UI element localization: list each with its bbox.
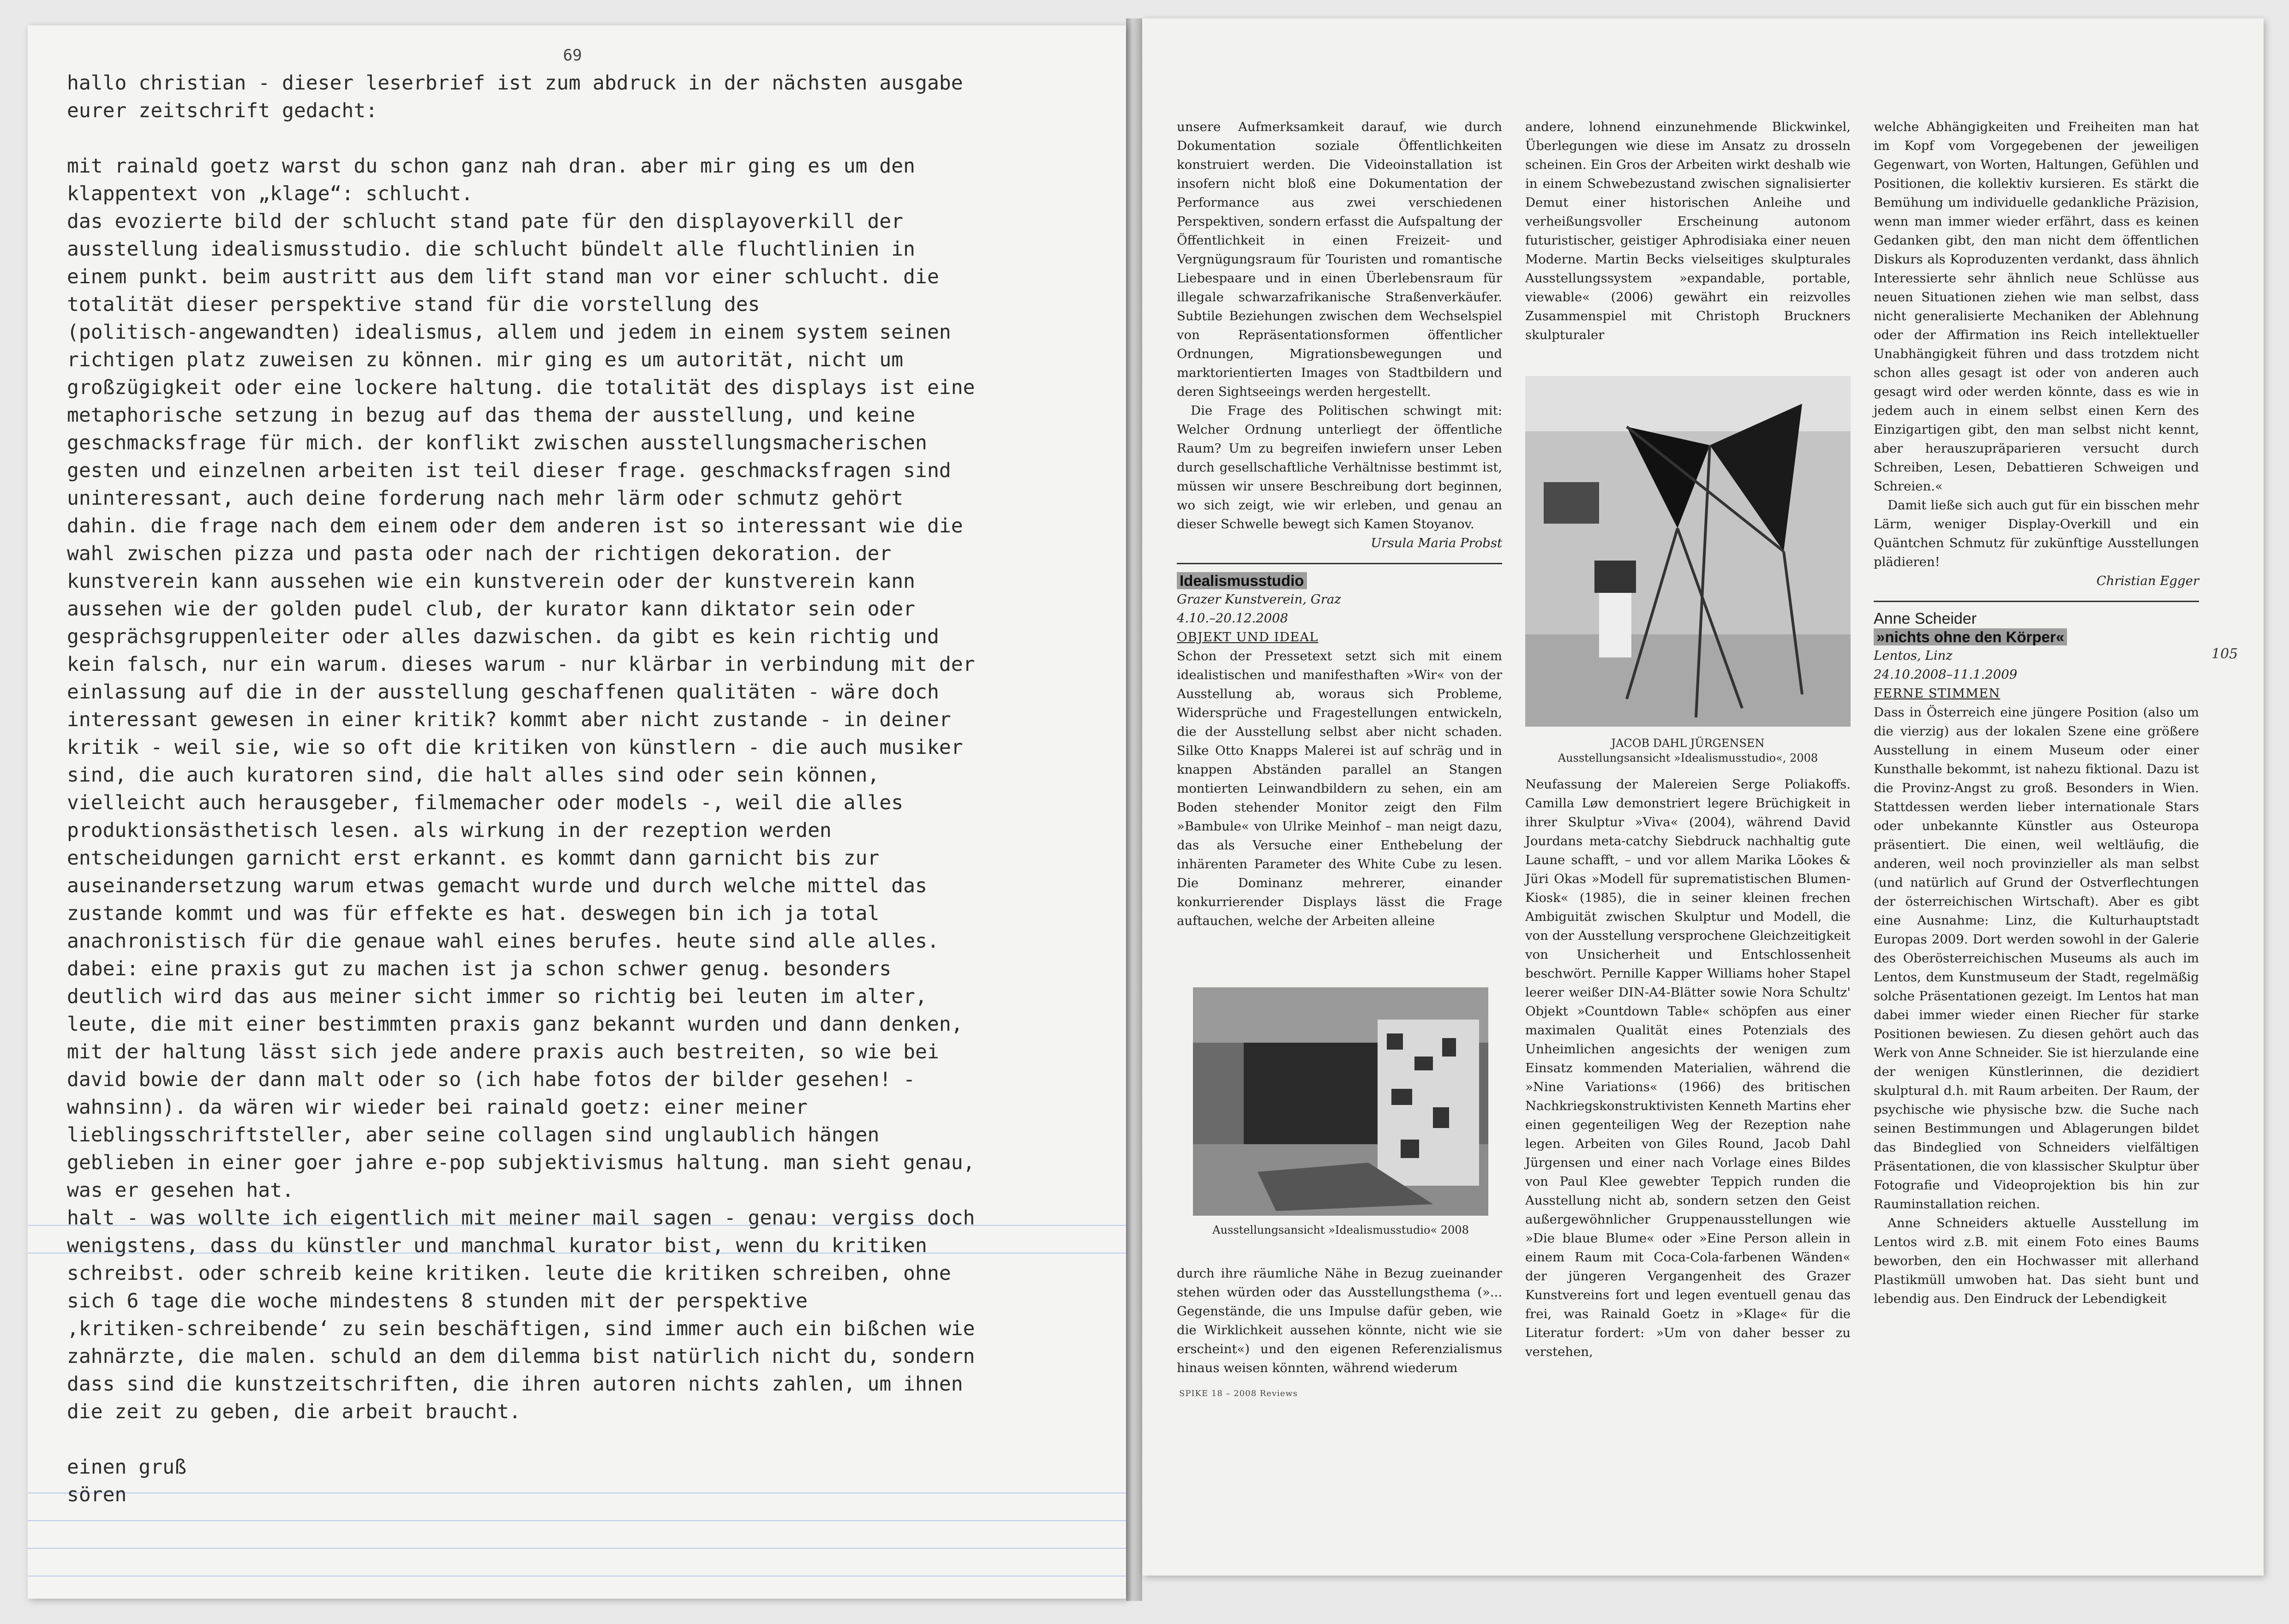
review-header <box>1874 628 2199 646</box>
column-2-top <box>1525 118 1851 345</box>
column-1-bottom <box>1177 1264 1502 1378</box>
review-venue: Grazer Kunstverein, Graz <box>1177 592 1341 607</box>
review-title: Idealismusstudio <box>1177 572 1307 589</box>
paragraph: andere, lohnend einzunehmende Blickwinkel, Überlegungen wie diese im Ansatz zu drosseln scheinen. Ein Gros der Arbeiten wirkt deshalb wie in einem Schwebezustand zwischen signalisierter Demut einer historischen Anleihe und verheißungsvoller Erscheinung autonom futuristischer, geistiger Aphrodisiaka einer neuen Moderne. Martin Becks vielseitiges skulpturales Ausstellungssystem »expandable, portable, viewable« (2006) gewährt ein reizvolles Zusammenspiel mit Christoph Bruckners skulpturaler <box>1525 119 1851 342</box>
photo-1-caption: Ausstellungsansicht »Idealismusstudio« 2008 <box>1212 1224 1469 1236</box>
paragraph: Anne Schneiders aktuelle Ausstellung im Lentos wird z.B. mit einem Foto eines Baums beworben, den ein Hochwasser mit allerhand Plastikmüll umwoben hat. Das sieht bunt und lebendig aus. Den Eindruck der Lebendigkeit <box>1874 1216 2199 1306</box>
column-2-bottom <box>1525 775 1851 1361</box>
paragraph: welche Abhängigkeiten und Freiheiten man hat im Kopf vom Vorgegebenen der jeweiligen Gegenwart, von Worten, Haltungen, Gefühlen und Positionen, die kollektiv kursieren. Es stärkt die Bemühung um individuelle gedankliche Präzision, wenn man immer wieder erfährt, dass es keinen Gedanken gibt, den man nicht dem öffentlichen Diskurs als Koproduzenten verdankt, dass ähnlich Interessierte sehr ähnlich neue Schlüsse aus neuen Situationen ziehen wie man selbst, dass nicht generalisierte Mechaniken der Ablehnung oder der Affirmation ins Reich intellektueller Unabhängigkeit führen und dass trotzdem nicht schon alles gesagt ist oder von anderen auch gesagt wird oder werden könnte, dass es wie in jedem auch in einem selbst einen Kern des Einzigartigen gibt, den man selbst nicht kennt, aber herauszupräparieren versucht durch Schreiben, Lesen, Debattieren Schweigen und Schreien.« <box>1874 119 2199 494</box>
ruled-line <box>28 1520 1126 1521</box>
book-gutter <box>1126 18 1142 1601</box>
page-footer: SPIKE 18 – 2008 Reviews <box>1179 1389 1298 1398</box>
author-signature: Ursula Maria Probst <box>1371 536 1502 550</box>
review-subhead: OBJEKT UND IDEAL <box>1177 630 1318 645</box>
review-subhead: FERNE STIMMEN <box>1874 686 2001 701</box>
review-dates: 4.10.–20.12.2008 <box>1177 611 1288 626</box>
left-page <box>28 25 1126 1599</box>
review-dates: 24.10.2008–11.1.2009 <box>1874 667 2018 682</box>
exhibition-photo-2 <box>1525 376 1851 727</box>
review-header <box>1177 572 1502 590</box>
page-number: 69 <box>563 46 582 65</box>
right-page <box>1142 18 2264 1576</box>
photo-2-caption-text: Ausstellungsansicht »Idealismusstudio«, 2008 <box>1558 752 1818 764</box>
photo-2-artist: JACOB DAHL JÜRGENSEN <box>1611 737 1765 750</box>
column-1-top <box>1177 118 1502 931</box>
paragraph: Schon der Pressetext setzt sich mit einem idealistischen und manifesthaften »Wir« von der Ausstellung ab, woraus sich Probleme, Widersprüche und Fragestellungen entwickeln, die der Ausstellung selbst aber nicht schaden. Silke Otto Knapps Malerei ist auf schräg und in knappen Abständen parallel an Stangen montierten Leinwandbildern zu sehen, ein am Boden stehender Monitor zeigt den Film »Bambule« von Ulrike Meinhof – man neigt dazu, das als Versuche einer Enthebelung der inhärenten Parameter des White Cube zu lesen. Die Dominanz mehrerer, einander konkurrierender Displays lässt die Frage auftauchen, welche der Arbeiten alleine <box>1177 649 1502 928</box>
review-venue: Lentos, Linz <box>1874 648 1953 663</box>
paragraph: durch ihre räumliche Nähe in Bezug zueinander stehen würden oder das Ausstellungsthema (»... Gegenstände, die uns Impulse dafür geben, wie die Wirklichkeit aussehen könnte, nicht wie sie erscheint«) und den eigenen Referenzialismus hinaus weisen könnten, während wiederum <box>1177 1266 1502 1375</box>
author-signature: Christian Egger <box>2096 573 2199 588</box>
paragraph: Damit ließe sich auch gut für ein bisschen mehr Lärm, weniger Display-Overkill und ein Quäntchen Schmutz für zukünftige Ausstellungen plädieren! <box>1874 498 2199 569</box>
paragraph: unsere Aufmerksamkeit darauf, wie durch Dokumentation soziale Öffentlichkeiten konstruiert werden. Die Videoinstallation ist insofern nicht bloß eine Dokumentation der Performance aus zwei verschiedenen Perspektiven, sondern erfasst die Aufspaltung der Öffentlichkeit in einen Freizeit- und Vergnügungsraum für Touristen und romantische Liebespaare und in einen Überlebensraum für illegale schwarzafrikanische Straßenverkäufer. Subtile Beziehungen zwischen dem Wechselspiel von Repräsentationsformen öffentlicher Ordnungen, Migrationsbewegungen und marktorientierten Images von Stadtbildern und deren Sightseeings werden hergestellt. <box>1177 119 1502 399</box>
page-number: 105 <box>2211 646 2238 662</box>
review-artist: Anne Scheider <box>1874 610 1977 627</box>
typed-letter: hallo christian - dieser leserbrief ist zum abdruck in der nächsten ausgabe eurer zeitschrift gedacht: mit rainald goetz warst du schon ganz nah dran. aber mir ging es um den klappentext von „klage“: schlucht. das evozierte bild der schlucht stand pate für den displayoverkill der ausstellung idealismusstudio. die schlucht bündelt alle fluchtlinien in einem punkt. beim austritt aus dem lift stand man vor einer schlucht. die totalität dieser perspektive stand für die vorstellung des (politisch-angewandten) idealismus, allem und jedem in einem system seinen richtigen platz zuweisen zu können. mir ging es um autorität, nicht um großzügigkeit oder eine lockere haltung. die totalität des displays ist eine metaphorische setzung in bezug auf das thema der ausstellung, und keine geschmacksfrage für mich. der konflikt zwischen ausstellungsmacherischen gesten und einzelnen arbeiten ist teil dieser frage. geschmacksfragen sind uninteressant, auch deine forderung nach mehr lärm oder schmutz gehört dahin. die frage nach dem einem oder dem anderen ist so interessant wie die wahl zwischen pizza und pasta oder nach der richtigen dekoration. der kunstverein kann aussehen wie ein kunstverein oder der kunstverein kann aussehen wie der golden pudel club, der kurator kann diktator sein oder gesprächsgruppenleiter oder alles dazwischen. da gibt es kein richtig und kein falsch, nur ein warum. dieses warum - nur klärbar in verbindung mit der einlassung auf die in der ausstellung geschaffenen qualitäten - wäre doch interessant gewesen in einer kritik? kommt aber nicht zustande - in deiner kritik - weil sie, wie so oft die kritiken von künstlern - die auch musiker sind, die auch kuratoren sind, die halt alles sind oder sein können, vielleicht auch herausgeber, filmemacher oder models -, weil die alles produktionsästhetisch lesen. als wirkung in der rezeption werden entscheidungen garnicht erst erkannt. es kommt dann garnicht bis zur auseinandersetzung warum etwas gemacht wurde und durch welche mittel das zustande kommt und was für effekte es hat. deswegen bin ich ja total anachronistisch für die genaue wahl eines berufes. heute sind alle alles. dabei: eine praxis gut zu machen ist ja schon schwer genug. besonders deutlich wird das aus meiner sicht immer so richtig bei leuten im alter, leute, die mit einer bestimmten praxis ganz bekannt wurden und dann denken, mit der haltung lässt sich jede andere praxis auch bestreiten, so wie bei david bowie der dann malt oder so (ich habe fotos der bilder gesehen! - wahnsinn). da wären wir wieder bei rainald goetz: einer meiner lieblingsschriftsteller, aber seine collagen sind unglaublich hängen geblieben in einer goer jahre e-pop subjektivismus haltung. man sieht genau, was er gesehen hat. halt - was wollte ich eigentlich mit meiner mail sagen - genau: vergiss doch wenigstens, dass du künstler und manchmal kurator bist, wenn du kritiken schreibst. oder schreib keine kritiken. leute die kritiken schreiben, ohne sich 6 tage die woche mindestens 8 stunden mit der perspektive ‚kritiken-schreibende‘ zu sein beschäftigen, sind immer auch ein bißchen wie zahnärzte, die malen. schuld an dem dilemma bist natürlich nicht du, sondern dass sind die kunstzeitschriften, die ihren autoren nichts zahlen, um ihnen die zeit zu geben, die arbeit braucht. einen gruß sören <box>67 72 975 1506</box>
paragraph: Die Frage des Politischen schwingt mit: Welcher Ordnung unterliegt der öffentliche Raum? Um zu begreifen inwiefern unser Leben durch gesellschaftliche Verhältnisse bestimmt ist, müssen wir unsere Beschreibung dort beginnen, wo sich zeigt, wie wir erleben, und genau an dieser Schwelle bewegt sich Kamen Stoyanov. <box>1177 403 1502 531</box>
column-3 <box>1874 118 2199 1308</box>
exhibition-photo-1 <box>1193 987 1488 1216</box>
review-title: »nichts ohne den Körper« <box>1874 628 2067 645</box>
photo-2-caption <box>1525 736 1851 765</box>
section-divider <box>1177 563 1502 564</box>
paragraph: Neufassung der Malereien Serge Poliakoffs. Camilla Løw demonstriert legere Brüchigkeit in ihrer Skulptur »Viva« (2004), während David Jourdans meta-catchy Siebdruck nachhaltig gute Laune schafft, – und vor allem Marika Lõokes & Jüri Okas »Modell für suprematistischen Blumen-Kiosk« (1985), die in seiner kleinen frechen Ambiguität zwischen Skulptur und Modell, die von der Ausstellung versprochene Gleichzeitigkeit von Unsicherheit und Entschlossenheit beschwört. Pernille Kapper Williams hoher Stapel leerer weißer DIN-A4-Blätter sowie Nora Schultz' Objekt »Countdown Table« schöpfen aus einer maximalen Qualität eines Potenzials des Unheimlichen angesichts der wenigen zum Einsatz kommenden Materialien, während die »Nine Variations« (1966) des britischen Nachkriegskonstruktivisten Kenneth Martins eher einen gegenteiligen Weg der Rezeption nahe legen. Arbeiten von Giles Round, Jacob Dahl Jürgensen und einer nach Vorlage eines Bildes von Paul Klee gewebter Teppich runden die Ausstellung nicht ab, sondern setzen den Geist außergewöhnlicher Gruppenausstellungen wie »Die blaue Blume« oder »Eine Person allein in einem Raum mit Coca-Cola-farbenen Wänden« der jüngeren Vergangenheit des Grazer Kunstvereins fort und legen eventuell genau das frei, was Rainald Goetz in »Klage« für die Literatur fordert: »Um von daher besser zu verstehen, <box>1525 777 1851 1359</box>
section-divider <box>1874 601 2199 602</box>
ruled-line <box>28 1548 1126 1549</box>
paragraph: Dass in Österreich eine jüngere Position (also um die vierzig) aus der lokalen Szene eine größere Ausstellung in einem Museum oder einer Kunsthalle bekommt, ist nahezu fiktional. Dazu ist die Provinz-Angst zu groß. Besonders in Wien. Stattdessen werden lieber internationale Stars oder unbekannte Künstler aus Osteuropa präsentiert. Die einen, weil weltläufig, die anderen, weil noch provinzieller als man selbst (und natürlich auf Grund der Ostverflechtungen der österreichischen Wirtschaft). Aber es gibt eine Ausnahme: Linz, die Kulturhauptstadt Europas 2009. Dort werden sowohl in der Galerie des Oberösterreichischen Museums als auch im Lentos, dem Kunstmuseum der Stadt, regelmäßig solche Präsentationen gezeigt. Im Lentos hat man dabei immer wieder einen Riecher für starke Positionen bewiesen. Zu diesen gehört auch das Werk von Anne Schneider. Sie ist hierzulande eine der wenigen Künstlerinnen, die dezidiert skulptural d.h. mit Raum arbeiten. Der Raum, der psychische wie physische bzw. die Suche nach seinen Bestimmungen und Ablagerungen bildet das Bindeglied von Schneiders vielfältigen Präsentationen, die von klassischer Skulptur über Fotografie und Videoprojektion bis hin zur Rauminstallation reichen. <box>1874 705 2199 1212</box>
